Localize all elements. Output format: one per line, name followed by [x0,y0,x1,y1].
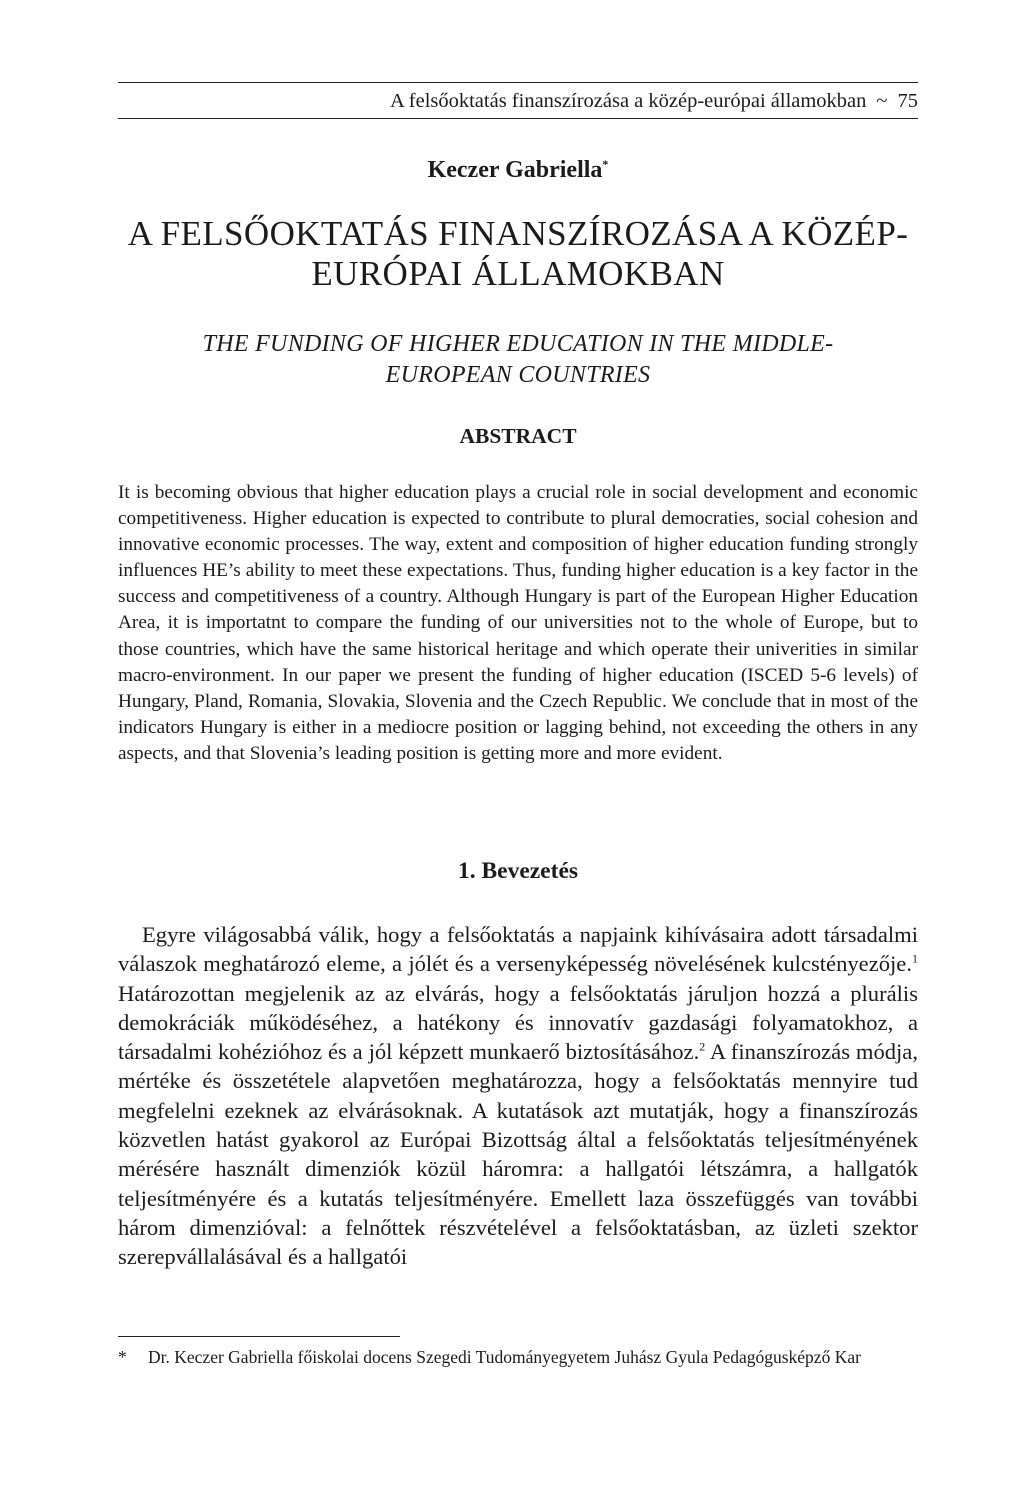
abstract-text: It is becoming obvious that higher education plays a crucial role in social development and economic competitiveness. Higher education is expected to contribute to plural democraties, social cohesion and innovative economic processes. The way, extent and composition of higher education funding strongly influences HE’s ability to meet these expectations. Thus, funding higher education is a key factor in the success and competitiveness of a country. Although Hungary is part of the European Higher Education Area, it is importatnt to compare the funding of our universities not to the whole of Europe, but to those countries, which have the same historical heritage and which operate their univerities in similar macro-environment. In our paper we present the funding of higher education (ISCED 5-6 levels) of Hungary, Pland, Romania, Slovakia, Slovenia and the Czech Republic. We conclude that in most of the indicators Hungary is either in a mediocre position or lagging behind, not exceeding the others in any aspects, and that Slovenia’s leading position is getting more and more evident. [118,482,918,764]
running-header [118,88,918,114]
title-hungarian [118,214,918,294]
body-text-part-2: Határozottan megjelenik az az elvárás, hogy a felsőoktatás járuljon hozzá a plurális demokráciák működéséhez, a hatékony és innovatív gazdasági folyamatokhoz, a társadalmi kohézióhoz és a jól képzett munkaerő biztosításához. [118,980,918,1065]
body-text-part-1: Egyre világosabbá válik, hogy a felsőoktatás a napjaink kihívásaira adott társadalmi válaszok meghatározó eleme, a jólét és a versenyképesség növelésének kulcstényezője. [118,922,918,977]
running-title: A felsőoktatás finanszírozása a közép-európai államokban [389,90,867,112]
body-paragraph [118,920,918,1272]
title-english-line-1: THE FUNDING OF HIGHER EDUCATION IN THE MIDDLE- [202,331,834,357]
header-bottom-rule [118,118,918,119]
page-number: 75 [897,90,918,112]
footnote-ref-1[interactable]: 1 [912,951,918,966]
body-text-part-3: A finanszírozás módja, mértéke és összetétele alapvetően meghatározza, hogy a felsőoktatás mennyire tud megfelelni ezeknek az elvárásoknak. A kutatások azt mutatják, hogy a finanszírozás közvetlen hatást gyakorol az Európai Bizottság által a felsőoktatás teljesítményének mérésére használt dimenziók közül háromra: a hallgatói létszámra, a hallgatók teljesítményére és a kutatás teljesítményére. Emellett laza összefüggés van további három dimenzióval: a felnőttek részvételével a felsőoktatásban, az üzleti szektor szerepvállalásával és a hallgatói [118,1039,918,1270]
footnote-marker: * [118,1347,127,1367]
footnote-rule [118,1336,400,1337]
section-heading: 1. Bevezetés [457,858,579,884]
title-english-line-2: EUROPEAN COUNTRIES [385,362,651,388]
footnote [118,1346,918,1369]
title-english [118,329,918,391]
header-separator: ~ [876,90,888,112]
footnote-text: Dr. Keczer Gabriella főiskolai docens Szegedi Tudományegyetem Juhász Gyula Pedagógusképző Kar [148,1347,861,1367]
author-line [118,157,918,184]
header-top-rule [118,82,918,83]
title-hungarian-line-1: A FELSŐOKTATÁS FINANSZÍROZÁSA A KÖZÉP- [127,214,909,253]
author-footnote-marker: * [602,157,609,171]
author-name: Keczer Gabriella [427,157,603,183]
abstract-heading: ABSTRACT [459,424,577,448]
footnote-ref-2[interactable]: 2 [699,1039,706,1054]
title-hungarian-line-2: EURÓPAI ÁLLAMOKBAN [311,254,725,293]
